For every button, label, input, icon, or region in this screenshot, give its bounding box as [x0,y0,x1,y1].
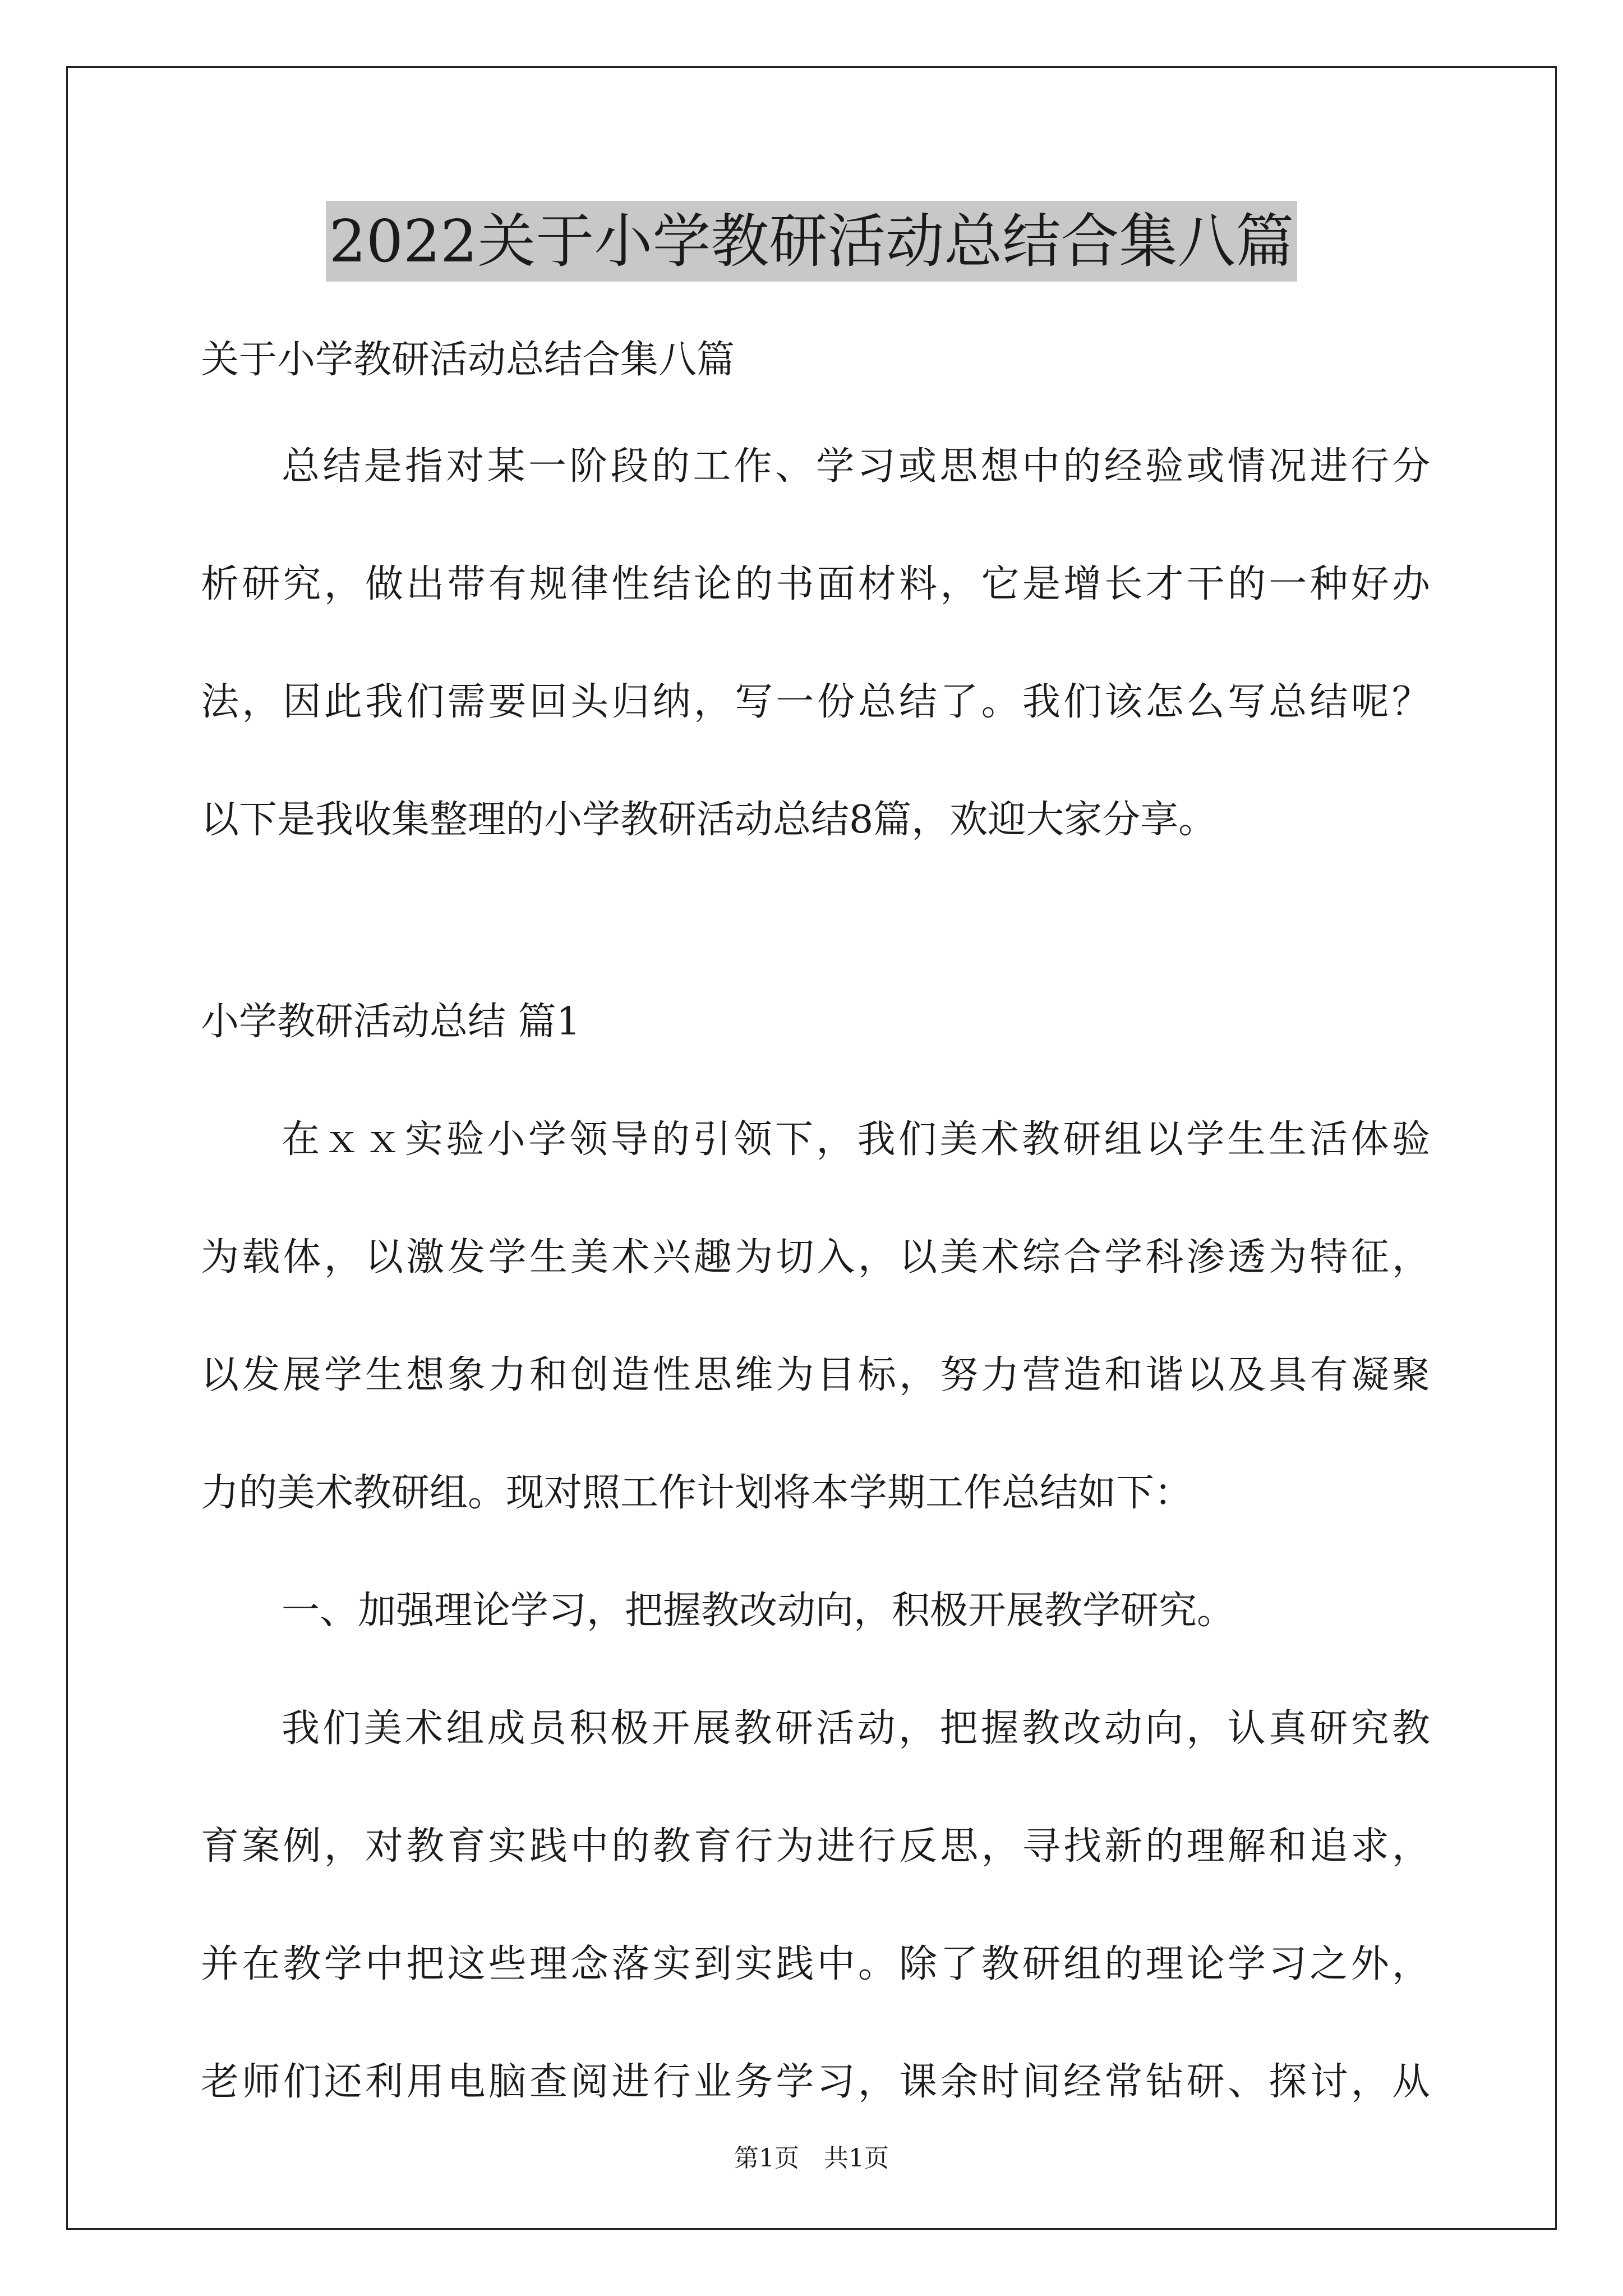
document-title: 2022关于小学教研活动总结合集八篇 [326,201,1298,282]
para1-line-2: 为载体，以激发学生美术兴趣为切入，以美术综合学科渗透为特征， [201,1235,1430,1280]
intro-line-1: 总结是指对某一阶段的工作、学习或思想中的经验或情况进行分 [282,444,1430,489]
para2-line-2: 育案例，对教育实践中的教育行为进行反思，寻找新的理解和追求， [201,1824,1430,1869]
page-number-text: 第1页 共1页 [734,2144,889,2173]
para1-line-1: 在ｘｘ实验小学领导的引领下，我们美术教研组以学生生活体验 [282,1117,1430,1162]
para2-line-3: 并在教学中把这些理念落实到实践中。除了教研组的理论学习之外， [201,1942,1430,1986]
intro-line-2: 析研究，做出带有规律性结论的书面材料，它是增长才干的一种好办 [201,562,1430,606]
para2-line-4: 老师们还利用电脑查阅进行业务学习，课余时间经常钻研、探讨，从 [201,2060,1430,2104]
para1-line-4: 力的美术教研组。现对照工作计划将本学期工作总结如下： [201,1471,1193,1515]
para2-line-1: 我们美术组成员积极开展教研活动，把握教改动向，认真研究教 [282,1706,1430,1751]
intro-line-4: 以下是我收集整理的小学教研活动总结8篇，欢迎大家分享。 [201,798,1217,842]
page-footer [0,2142,1623,2175]
document-subtitle: 关于小学教研活动总结合集八篇 [201,338,735,382]
intro-line-3: 法，因此我们需要回头归纳，写一份总结了。我们该怎么写总结呢？ [201,680,1430,724]
point-heading: 一、加强理论学习，把握教改动向，积极开展教学研究。 [282,1589,1235,1633]
section-heading: 小学教研活动总结 篇1 [201,1000,580,1044]
para1-line-3: 以发展学生想象力和创造性思维为目标，努力营造和谐以及具有凝聚 [201,1353,1430,1397]
title-wrap [0,201,1623,282]
